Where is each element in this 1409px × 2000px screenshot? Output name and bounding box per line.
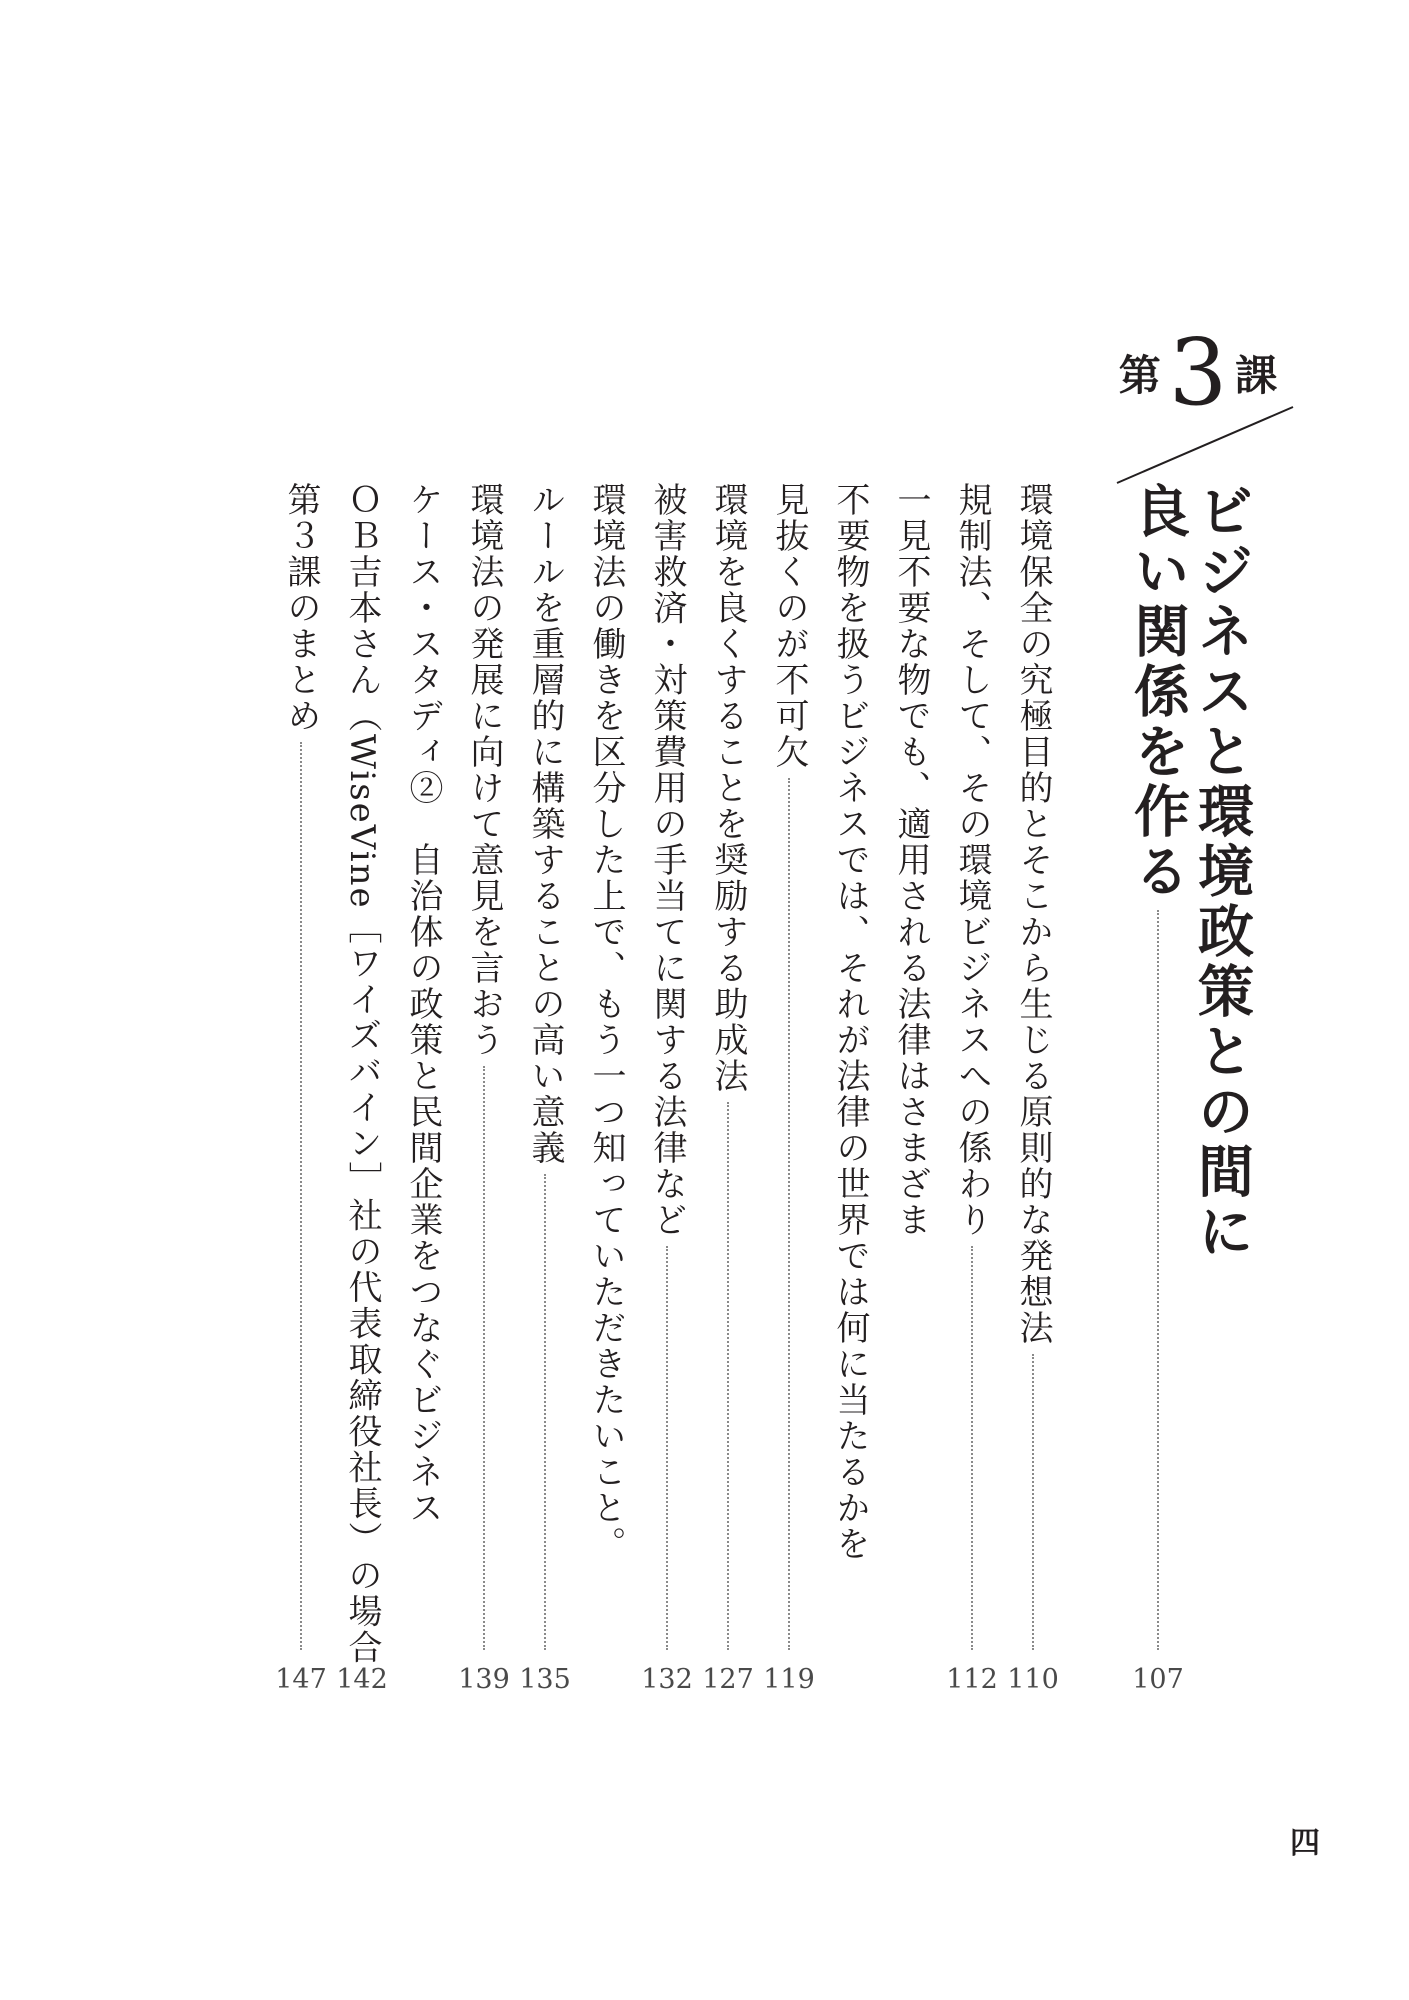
toc-entry: 環境法の発展に向けて意見を言おう [461,482,507,1650]
entry-page-number: 132 [641,1664,693,1695]
leader-dots [483,1066,485,1650]
entry-page-number: 112 [946,1664,998,1695]
toc-entry: 環境を良くすることを奨励する助成法 [705,482,751,1650]
chapter-number: 3 [1168,319,1228,426]
entry-page-number: 135 [519,1664,571,1695]
chapter-title-line-2: 良い関係を作る [1118,482,1198,1650]
leader-dots [1157,910,1159,1650]
toc-entry: 被害救済・対策費用の手当てに関する法律など [644,482,690,1650]
leader-dots [971,1246,973,1650]
toc-entry: 環境保全の究極目的とそこから生じる原則的な発想法 [1010,482,1056,1650]
leader-dots [788,778,790,1650]
entry-page-number: 139 [458,1664,510,1695]
toc-entry: 不要物を扱うビジネスでは、それが法律の世界では何に当たるかを [830,482,870,1562]
toc-entry: 第３課のまとめ [278,482,324,1650]
decorative-diagonal-line [1115,405,1295,485]
toc-entry: ＯＢ吉本さん（WiseVine［ワイズバイン］社の代表取締役社長）の場合 [342,482,382,1666]
toc-entry: ルールを重層的に構築することの高い意義 [522,482,568,1650]
leader-dots [1032,1354,1034,1650]
entry-page-number: 110 [1007,1664,1059,1695]
toc-entry: 見抜くのが不可欠 [766,482,812,1650]
page-folio: 四 [1290,1826,1320,1861]
leader-dots [544,1174,546,1650]
entry-page-number: 147 [275,1664,327,1695]
toc-entry: ケース・スタディ② 自治体の政策と民間企業をつなぐビジネス [403,482,443,1526]
chapter-prefix: 第 [1118,351,1161,400]
entry-page-number: 142 [336,1664,388,1695]
entry-page-number: 119 [763,1664,815,1695]
chapter-suffix: 課 [1235,351,1278,400]
toc-entry: 一見不要な物でも、適用される法律はさまざま [891,482,931,1238]
entry-page-number: 127 [702,1664,754,1695]
toc-entry: 規制法、そして、その環境ビジネスへの係わり [949,482,995,1650]
title-page-number: 107 [1132,1664,1184,1695]
leader-dots [300,742,302,1650]
leader-dots [666,1246,668,1650]
leader-dots [727,1102,729,1650]
chapter-title-line-1: ビジネスと環境政策との間に [1189,482,1255,1262]
toc-entry: 環境法の働きを区分した上で、もう一つ知っていただきたいこと。 [586,482,626,1562]
